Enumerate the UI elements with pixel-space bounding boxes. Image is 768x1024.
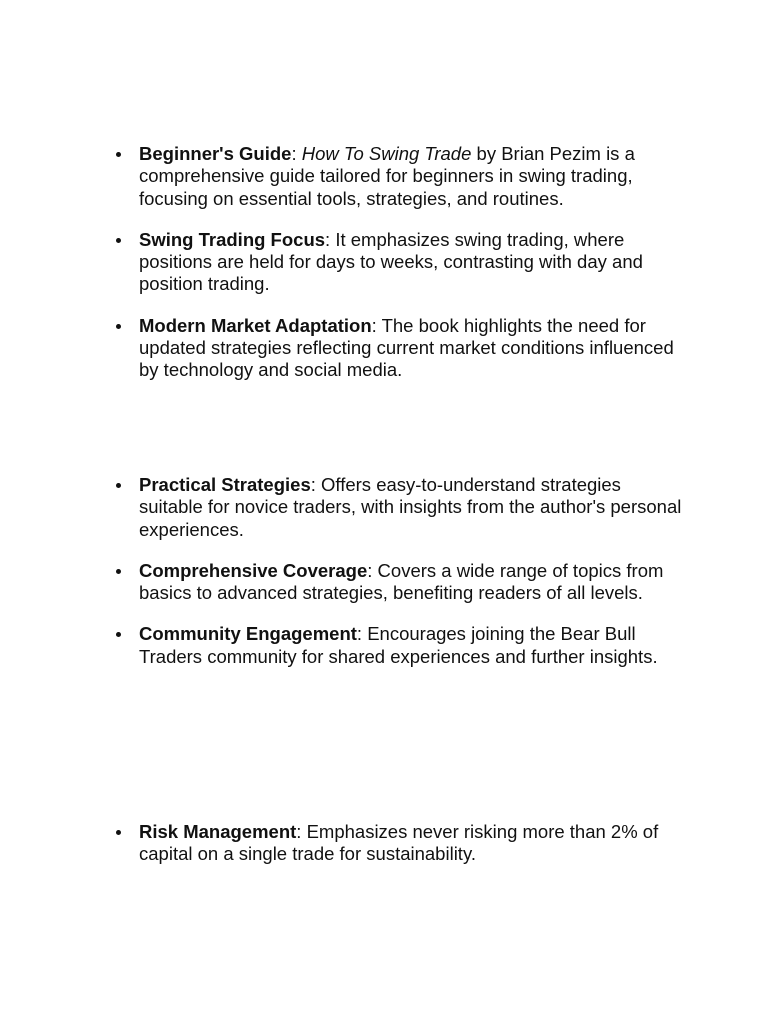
item-term: Risk Management xyxy=(139,821,297,842)
bullet-list-overview xyxy=(112,143,682,382)
item-text: It emphasizes swing trading, where positions are held for days to weeks, contrasting with day and position trading. xyxy=(139,228,643,295)
list-item-swing-trading-focus xyxy=(112,229,682,296)
item-text: The book highlights the need for updated strategies reflecting current market conditions influenced by technology and social media. xyxy=(139,314,674,381)
bullet-list-risk xyxy=(112,821,682,866)
item-separator: : xyxy=(325,228,336,250)
list-item-risk-management xyxy=(112,821,682,866)
list-item-modern-market-adaptation xyxy=(112,315,682,382)
item-term: Swing Trading Focus xyxy=(139,228,326,250)
bullet-icon xyxy=(116,238,121,243)
bullet-icon xyxy=(116,324,121,329)
list-item-beginners-guide xyxy=(112,143,682,210)
item-term: Comprehensive Coverage xyxy=(139,559,368,581)
bullet-icon xyxy=(116,569,121,574)
item-term: Beginner's Guide xyxy=(139,143,292,164)
item-text: Covers a wide range of topics from basics to advanced strategies, benefiting readers of all levels. xyxy=(139,559,664,604)
list-item-practical-strategies xyxy=(112,474,682,541)
bullet-list-features xyxy=(112,474,682,668)
item-separator: : xyxy=(296,821,307,842)
bullet-icon xyxy=(116,152,121,157)
item-text: by Brian Pezim is a comprehensive guide tailored for beginners in swing trading, focusing on essential tools, strategies, and routines. xyxy=(139,143,635,209)
item-separator: : xyxy=(367,559,378,581)
item-separator: : xyxy=(356,623,368,645)
list-item-community-engagement xyxy=(112,623,682,668)
item-text: Encourages joining the Bear Bull Traders community for shared experiences and further insights. xyxy=(139,623,658,667)
item-text: Emphasizes never risking more than 2% of capital on a single trade for sustainability. xyxy=(139,821,659,865)
item-term: Practical Strategies xyxy=(139,474,311,495)
item-separator: : xyxy=(291,143,302,164)
item-text: Offers easy-to-understand strategies suitable for novice traders, with insights from the author's personal experiences. xyxy=(139,474,682,540)
bullet-icon xyxy=(116,632,121,637)
book-title: How To Swing Trade xyxy=(301,143,472,164)
bullet-icon xyxy=(116,483,121,488)
list-item-comprehensive-coverage xyxy=(112,560,682,605)
bullet-icon xyxy=(116,830,121,835)
item-term: Community Engagement xyxy=(139,623,357,645)
item-term: Modern Market Adaptation xyxy=(139,314,372,336)
item-separator: : xyxy=(310,474,322,495)
item-separator: : xyxy=(371,314,382,336)
